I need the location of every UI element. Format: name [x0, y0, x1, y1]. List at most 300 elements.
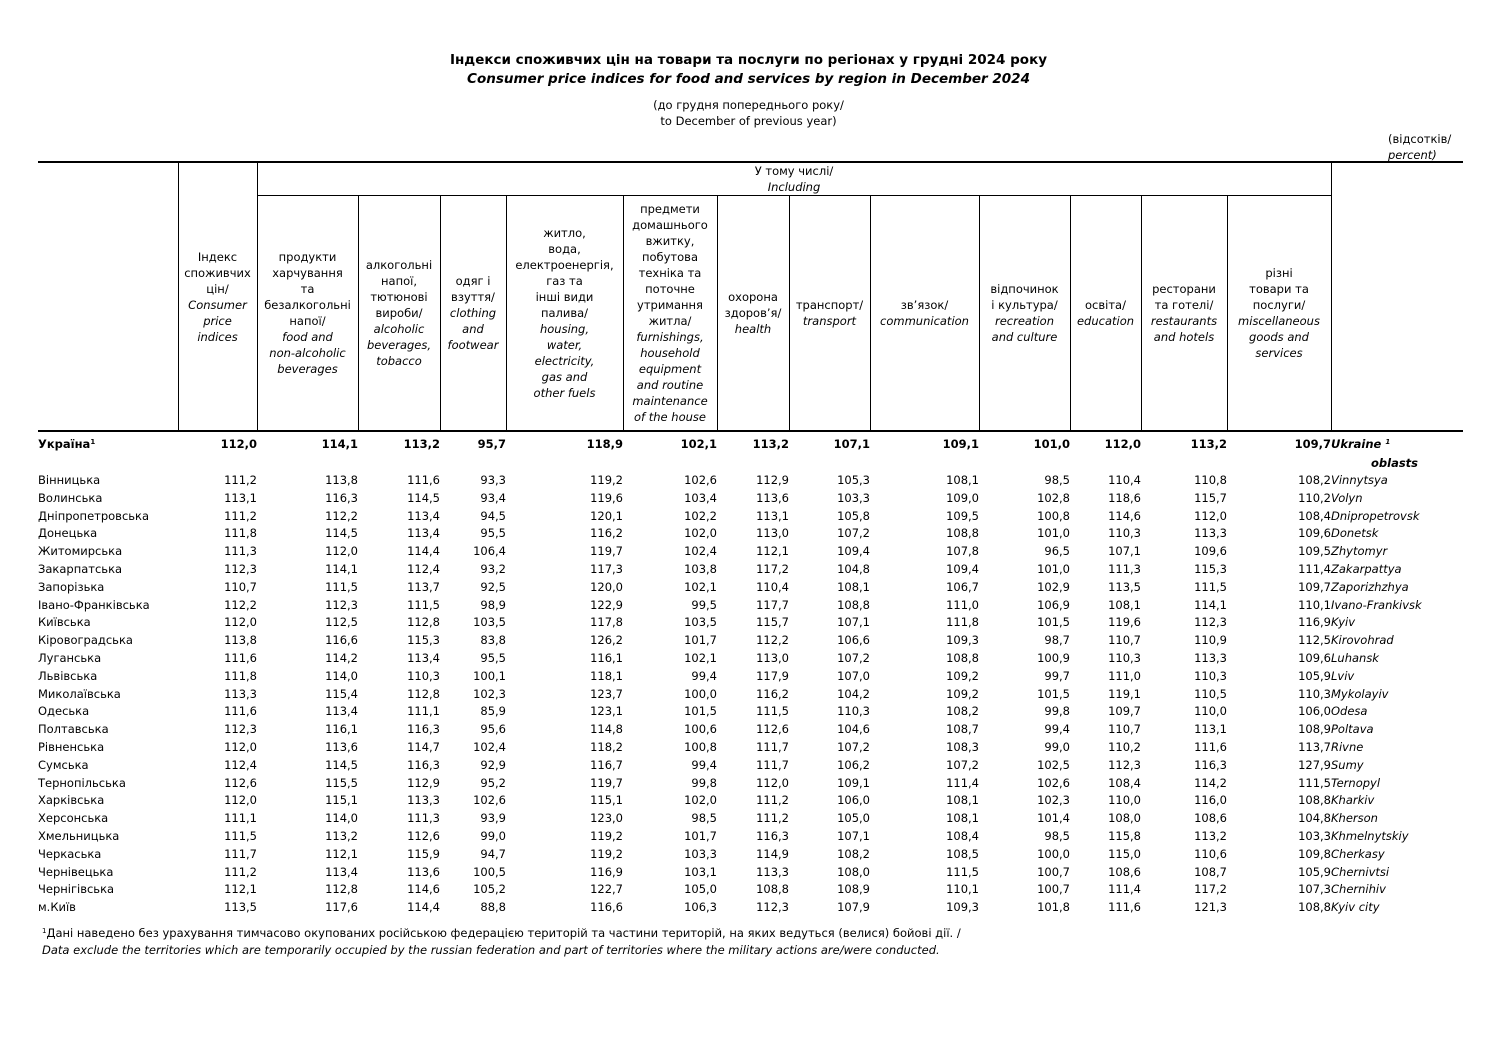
row-label: Луганська	[38, 650, 102, 665]
cell-value: 110,7	[1108, 722, 1141, 737]
cell-value: 111,4	[1298, 561, 1331, 576]
cell-value: 106,0	[1298, 704, 1331, 719]
cell-value: 110,8	[1194, 473, 1227, 487]
cell-value: 104,2	[837, 686, 870, 701]
oblasts-label: oblasts	[1371, 456, 1419, 470]
cell-value: 109,6	[1298, 650, 1331, 665]
cell-value: 108,8	[837, 597, 870, 612]
cell-value: 108,7	[1194, 864, 1227, 879]
row-label-en: Mykolayiv	[1331, 686, 1389, 701]
cell-value: 114,9	[756, 846, 789, 861]
cell-value: 113,3	[1194, 650, 1227, 665]
cell-value: 107,9	[837, 900, 870, 915]
table-row	[38, 721, 1463, 739]
cell-value: 116,0	[1194, 793, 1227, 808]
cell-value: 113,6	[325, 739, 358, 754]
cell-value: 114,6	[407, 882, 440, 897]
row-label: Україна$^1$	[38, 437, 96, 451]
cell-value: 113,8	[325, 473, 358, 487]
cell-value: 112,2	[756, 633, 789, 648]
cell-value: 116,3	[407, 722, 440, 737]
cell-value: 113,4	[325, 704, 358, 719]
cell-value: 119,7	[590, 775, 623, 790]
cell-value: 102,3	[473, 686, 506, 701]
cell-value: 108,8	[756, 882, 789, 897]
row-label-en: Volyn	[1331, 490, 1363, 505]
cell-value: 112,5	[1298, 633, 1331, 648]
cell-value: 111,2	[224, 508, 257, 523]
cell-value: 111,2	[756, 811, 789, 826]
header-col-4: житло, вода, електроенергія, газ та інші види палива/ housing, water, electricity, gas and other fuels	[506, 196, 623, 432]
header-col-cpi: Індекс споживчих цін/ Consumer price indices	[178, 162, 257, 431]
header-col-3: одяг і взуття/ clothing and footwear	[440, 196, 506, 432]
cell-value: 93,3	[480, 473, 506, 487]
cell-value: 115,0	[1108, 846, 1141, 861]
unit-en: percent)	[1388, 148, 1437, 162]
cell-value: 106,0	[837, 793, 870, 808]
cell-value: 107,1	[833, 437, 870, 451]
cell-value: 110,3	[1298, 686, 1331, 701]
cell-value: 99,4	[691, 668, 717, 683]
cell-value: 110,0	[1194, 704, 1227, 719]
cell-value: 113,3	[407, 793, 440, 808]
cell-value: 108,9	[837, 882, 870, 897]
cell-value: 112,5	[325, 615, 358, 630]
cell-value: 117,7	[756, 597, 789, 612]
row-label-en: Kyiv city	[1331, 900, 1380, 915]
cell-value: 104,6	[837, 722, 870, 737]
cell-value: 100,8	[1037, 508, 1070, 523]
cell-value: 107,1	[1108, 544, 1141, 559]
cell-value: 116,1	[590, 650, 623, 665]
cell-value: 99,8	[1044, 704, 1070, 719]
cell-value: 113,3	[1194, 526, 1227, 541]
cell-value: 117,8	[590, 615, 623, 630]
table-row	[38, 579, 1463, 597]
cell-value: 110,3	[1108, 526, 1141, 541]
unit-note	[1388, 131, 1451, 163]
cell-value: 98,5	[691, 811, 717, 826]
cell-value: 116,9	[590, 864, 623, 879]
cell-value: 110,2	[1298, 490, 1331, 505]
cell-value: 106,9	[1037, 597, 1070, 612]
cell-value: 116,3	[325, 490, 358, 505]
cell-value: 101,7	[684, 633, 717, 648]
cell-value: 111,2	[224, 473, 257, 487]
cell-value: 112,9	[407, 775, 440, 790]
cell-value: 105,3	[837, 473, 870, 487]
cell-value: 120,1	[590, 508, 623, 523]
cell-value: 113,7	[1298, 739, 1331, 754]
cell-value: 95,2	[480, 775, 506, 790]
cell-value: 117,9	[756, 668, 789, 683]
cell-value: 110,3	[1194, 668, 1227, 683]
cell-value: 111,2	[756, 793, 789, 808]
cell-value: 102,3	[1037, 793, 1070, 808]
cell-value: 117,2	[1194, 882, 1227, 897]
cell-value: 111,0	[1108, 668, 1141, 683]
cell-value: 109,2	[946, 686, 979, 701]
cell-value: 111,5	[1298, 775, 1331, 790]
cell-value: 88,8	[480, 900, 506, 915]
cell-value: 111,3	[407, 811, 440, 826]
row-label-en: Rivne	[1331, 739, 1364, 754]
cell-value: 110,9	[1194, 633, 1227, 648]
cell-value: 112,3	[1194, 615, 1227, 630]
row-label-en: Vinnytsya	[1331, 473, 1388, 487]
row-label: Одеська	[38, 704, 90, 719]
cell-value: 109,7	[1298, 579, 1331, 594]
cell-value: 99,4	[1044, 722, 1070, 737]
row-label: Хмельницька	[38, 828, 120, 843]
cell-value: 103,4	[684, 490, 717, 505]
row-label: Вінницька	[38, 473, 101, 487]
table-row	[38, 668, 1463, 686]
cell-value: 108,0	[1108, 811, 1141, 826]
cell-value: 116,6	[590, 900, 623, 915]
cell-value: 116,2	[756, 686, 789, 701]
row-label-en: Donetsk	[1331, 526, 1379, 541]
cell-value: 104,8	[837, 561, 870, 576]
cell-value: 101,7	[684, 828, 717, 843]
cell-value: 119,7	[590, 544, 623, 559]
table-row-ukraine	[38, 431, 1463, 454]
cell-value: 110,3	[407, 668, 440, 683]
cell-value: 120,0	[590, 579, 623, 594]
cell-value: 102,4	[473, 739, 506, 754]
table-row	[38, 810, 1463, 828]
cell-value: 101,4	[1037, 811, 1070, 826]
row-label-en: Khmelnytskiy	[1331, 828, 1409, 843]
cell-value: 101,5	[684, 704, 717, 719]
cell-value: 110,3	[1108, 650, 1141, 665]
cell-value: 108,8	[946, 526, 979, 541]
cell-value: 115,1	[325, 793, 358, 808]
row-label-en: Kirovohrad	[1331, 633, 1394, 648]
row-label: Дніпропетровська	[38, 508, 150, 523]
cell-value: 113,6	[407, 864, 440, 879]
cell-value: 114,0	[325, 668, 358, 683]
cell-value: 107,2	[837, 739, 870, 754]
cell-value: 118,1	[590, 668, 623, 683]
cell-value: 100,1	[473, 668, 506, 683]
table-row	[38, 490, 1463, 508]
table-row	[38, 525, 1463, 543]
cell-value: 114,5	[325, 526, 358, 541]
table-row	[38, 472, 1463, 490]
header-col-10: освіта/ education	[1070, 196, 1141, 432]
cell-value: 114,8	[590, 722, 623, 737]
row-label-en: Zaporizhzhya	[1331, 579, 1409, 594]
header-region	[38, 162, 178, 431]
cell-value: 112,0	[1104, 437, 1141, 451]
cell-value: 123,1	[590, 704, 623, 719]
cell-value: 107,2	[837, 526, 870, 541]
cell-value: 102,4	[684, 544, 717, 559]
cell-value: 114,1	[321, 437, 358, 451]
cell-value: 108,4	[1298, 508, 1331, 523]
cell-value: 112,4	[407, 561, 440, 576]
cell-value: 111,8	[224, 668, 257, 683]
row-label: Тернопільська	[38, 775, 126, 790]
table-row	[38, 881, 1463, 899]
cell-value: 108,1	[837, 579, 870, 594]
row-label: Харківська	[38, 793, 105, 808]
cell-value: 99,4	[691, 757, 717, 772]
cell-value: 114,6	[1108, 508, 1141, 523]
cell-value: 98,5	[1044, 828, 1070, 843]
row-label: Рівненська	[38, 739, 105, 754]
cell-value: 113,1	[756, 508, 789, 523]
cell-value: 104,8	[1298, 811, 1331, 826]
cell-value: 115,3	[1194, 561, 1227, 576]
cell-value: 105,0	[684, 882, 717, 897]
header-region-en	[1331, 162, 1463, 431]
cell-value: 116,3	[407, 757, 440, 772]
cell-value: 100,0	[1037, 846, 1070, 861]
cell-value: 112,6	[407, 828, 440, 843]
row-label: Закарпатська	[38, 561, 123, 576]
cell-value: 113,2	[1194, 828, 1227, 843]
cell-value: 108,1	[946, 473, 979, 487]
cell-value: 92,9	[480, 757, 506, 772]
table-row	[38, 899, 1463, 917]
cell-value: 100,8	[684, 739, 717, 754]
cell-value: 99,8	[691, 775, 717, 790]
cell-value: 113,0	[756, 650, 789, 665]
cell-value: 108,4	[946, 828, 979, 843]
cell-value: 95,7	[477, 437, 506, 451]
cell-value: 105,0	[837, 811, 870, 826]
cell-value: 102,6	[1037, 775, 1070, 790]
row-label: Полтавська	[38, 722, 109, 737]
cell-value: 103,3	[1298, 828, 1331, 843]
row-label: м.Київ	[38, 900, 76, 915]
cell-value: 105,9	[1298, 668, 1331, 683]
cell-value: 98,7	[1044, 633, 1070, 648]
table-row	[38, 864, 1463, 882]
table-row	[38, 632, 1463, 650]
cell-value: 109,3	[946, 900, 979, 915]
cell-value: 122,9	[590, 597, 623, 612]
table-row	[38, 739, 1463, 757]
cell-value: 102,0	[684, 793, 717, 808]
cell-value: 114,1	[325, 561, 358, 576]
cell-value: 99,0	[1044, 739, 1070, 754]
table-row	[38, 597, 1463, 615]
cell-value: 109,6	[1298, 526, 1331, 541]
cell-value: 113,5	[1108, 579, 1141, 594]
cell-value: 112,3	[224, 561, 257, 576]
cell-value: 112,0	[224, 739, 257, 754]
footnote	[42, 925, 961, 959]
cell-value: 112,0	[220, 437, 257, 451]
subtitle	[0, 97, 1497, 129]
table-row	[38, 792, 1463, 810]
cell-value: 115,7	[756, 615, 789, 630]
cell-value: 106,2	[837, 757, 870, 772]
footnote-ua: $^1$Дані наведено без урахування тимчасово окупованих російською федерацією територій та частини територій, на яких ведуться (велися) бойові дії. /	[42, 926, 961, 940]
cell-value: 111,6	[224, 650, 257, 665]
cell-value: 116,9	[1298, 615, 1331, 630]
cell-value: 106,6	[837, 633, 870, 648]
cell-value: 109,8	[1298, 846, 1331, 861]
header-col-1: продукти харчування та безалкогольні напої/ food and non-alcoholic beverages	[257, 196, 358, 432]
cell-value: 108,1	[946, 811, 979, 826]
cell-value: 108,9	[1298, 722, 1331, 737]
cell-value: 109,5	[946, 508, 979, 523]
cell-value: 112,1	[224, 882, 257, 897]
cell-value: 98,9	[480, 597, 506, 612]
cell-value: 111,5	[407, 597, 440, 612]
table-row	[38, 757, 1463, 775]
cell-value: 121,3	[1194, 900, 1227, 915]
cell-value: 112,1	[325, 846, 358, 861]
cell-value: 114,5	[325, 757, 358, 772]
cell-value: 102,9	[1037, 579, 1070, 594]
cell-value: 113,2	[1190, 437, 1227, 451]
cell-value: 117,6	[325, 900, 358, 915]
cell-value: 110,2	[1108, 739, 1141, 754]
cpi-table	[38, 161, 1463, 917]
header-col-9: відпочинок і культура/ recreation and culture	[979, 196, 1070, 432]
subtitle-ua: (до грудня попереднього року/	[653, 98, 844, 112]
cell-value: 111,7	[224, 846, 257, 861]
cell-value: 110,1	[1298, 597, 1331, 612]
row-label-en: Chernivtsi	[1331, 864, 1390, 879]
table-row	[38, 650, 1463, 668]
cell-value: 107,2	[837, 650, 870, 665]
cell-value: 101,5	[1037, 615, 1070, 630]
cell-value: 110,1	[946, 882, 979, 897]
cell-value: 109,3	[946, 633, 979, 648]
cell-value: 113,4	[407, 650, 440, 665]
cell-value: 116,7	[590, 757, 623, 772]
cell-value: 103,1	[684, 864, 717, 879]
cell-value: 112,1	[756, 544, 789, 559]
cell-value: 111,1	[224, 811, 257, 826]
cell-value: 102,6	[473, 793, 506, 808]
cell-value: 102,2	[684, 508, 717, 523]
cell-value: 119,2	[590, 473, 623, 487]
row-label-en: Poltava	[1331, 722, 1374, 737]
cell-value: 123,0	[590, 811, 623, 826]
cell-value: 96,5	[1044, 544, 1070, 559]
cell-value: 109,5	[1298, 544, 1331, 559]
cell-value: 93,4	[480, 490, 506, 505]
cell-value: 101,0	[1033, 437, 1070, 451]
cell-value: 102,1	[680, 437, 717, 451]
cell-value: 126,2	[590, 633, 623, 648]
cell-value: 83,8	[480, 633, 506, 648]
footnote-en: Data exclude the territories which are temporarily occupied by the russian federation and part of territories where the military actions are/were conducted.	[42, 943, 940, 957]
cell-value: 108,2	[946, 704, 979, 719]
cell-value: 99,5	[691, 597, 717, 612]
header-col-12: різні товари та послуги/ miscellaneous goods and services	[1227, 196, 1331, 432]
table-row	[38, 846, 1463, 864]
cell-value: 110,7	[224, 579, 257, 594]
cell-value: 111,5	[756, 704, 789, 719]
cell-value: 113,2	[752, 437, 789, 451]
header-col-11: ресторани та готелі/ restaurants and hotels	[1141, 196, 1227, 432]
row-label-en: Chernihiv	[1331, 882, 1386, 897]
cell-value: 100,7	[1037, 882, 1070, 897]
cell-value: 118,6	[1108, 490, 1141, 505]
cell-value: 115,5	[325, 775, 358, 790]
cell-value: 109,1	[837, 775, 870, 790]
cell-value: 114,5	[407, 490, 440, 505]
cell-value: 111,4	[946, 775, 979, 790]
row-label: Донецька	[38, 526, 98, 541]
cell-value: 100,7	[1037, 864, 1070, 879]
cell-value: 115,3	[407, 633, 440, 648]
cell-value: 113,4	[407, 526, 440, 541]
cell-value: 117,3	[590, 561, 623, 576]
cell-value: 116,2	[590, 526, 623, 541]
cell-value: 114,2	[1194, 775, 1227, 790]
row-label-en: Kharkiv	[1331, 793, 1375, 808]
table-row	[38, 775, 1463, 793]
cell-value: 110,4	[756, 579, 789, 594]
table-row	[38, 686, 1463, 704]
cell-value: 94,7	[480, 846, 506, 861]
cell-value: 111,8	[946, 615, 979, 630]
row-label-en: Ukraine $^1$	[1331, 437, 1391, 451]
cell-value: 113,7	[407, 579, 440, 594]
cell-value: 108,2	[1298, 473, 1331, 487]
cell-value: 115,8	[1108, 828, 1141, 843]
cell-value: 111,5	[946, 864, 979, 879]
row-label: Запорізька	[38, 579, 105, 594]
cell-value: 112,3	[756, 900, 789, 915]
cell-value: 100,0	[684, 686, 717, 701]
cell-value: 107,3	[1298, 882, 1331, 897]
cell-value: 113,3	[756, 864, 789, 879]
cell-value: 112,2	[325, 508, 358, 523]
cell-value: 113,6	[756, 490, 789, 505]
cell-value: 109,1	[942, 437, 979, 451]
cell-value: 118,9	[586, 437, 623, 451]
cell-value: 107,1	[837, 828, 870, 843]
row-label: Кіровоградська	[38, 633, 133, 648]
cell-value: 119,6	[1108, 615, 1141, 630]
cell-value: 109,7	[1108, 704, 1141, 719]
cell-value: 93,9	[480, 811, 506, 826]
cell-value: 106,3	[684, 900, 717, 915]
cell-value: 95,6	[480, 722, 506, 737]
row-label: Волинська	[38, 490, 103, 505]
cell-value: 108,5	[946, 846, 979, 861]
cell-value: 113,3	[224, 686, 257, 701]
cell-value: 112,3	[1108, 757, 1141, 772]
title-en: Consumer price indices for food and services by region in December 2024	[467, 71, 1030, 87]
cell-value: 108,8	[1298, 793, 1331, 808]
cell-value: 109,7	[1294, 437, 1331, 451]
cell-value: 108,1	[946, 793, 979, 808]
row-label: Чернівецька	[38, 864, 114, 879]
cell-value: 99,0	[480, 828, 506, 843]
row-label-en: Kherson	[1331, 811, 1378, 826]
cell-value: 102,0	[684, 526, 717, 541]
cell-value: 108,0	[837, 864, 870, 879]
cell-value: 119,6	[590, 490, 623, 505]
cell-value: 123,7	[590, 686, 623, 701]
cell-value: 110,0	[1108, 793, 1141, 808]
cell-value: 113,0	[756, 526, 789, 541]
header-col-6: охорона здоров’я/ health	[717, 196, 789, 432]
row-label-en: Ivano-Frankivsk	[1331, 597, 1422, 612]
cell-value: 111,3	[224, 544, 257, 559]
